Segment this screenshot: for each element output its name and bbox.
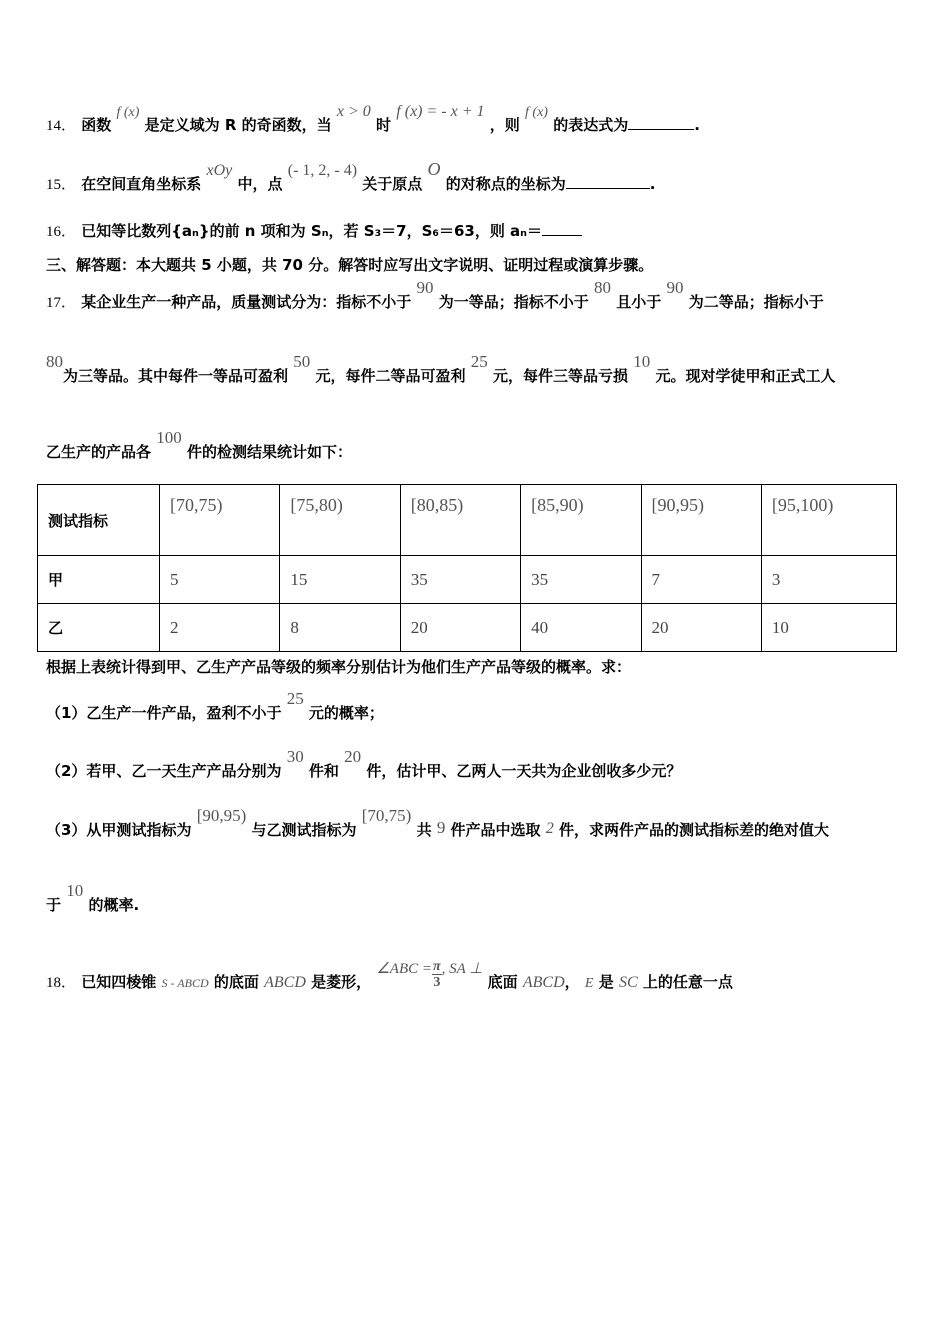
section-3-heading: 三、解答题：本大题共 5 小题，共 70 分。解答时应写出文字说明、证明过程或演算步骤。 (46, 256, 654, 274)
table-interval: [95,100) (761, 485, 896, 556)
table-row (38, 556, 897, 604)
question-17-line-3: 乙生产的产品各 100 件的检测结果统计如下： (46, 428, 352, 461)
q18-pi-over-3: $\frac{\pi}{3}$ (433, 959, 441, 990)
part-3-line-1: （3）从甲测试指标为 [90,95) 与乙测试指标为 [70,75) 共 9 件产品中选取 2 件，求两件产品的测试指标差的绝对值大 (46, 806, 830, 839)
q18-angle: ∠ABC = (376, 961, 433, 977)
table-header-label: 测试指标 (38, 485, 160, 556)
table-header-row (38, 485, 897, 556)
table-cell: 15 (280, 556, 400, 604)
table-cell: 35 (400, 556, 520, 604)
table-row (38, 604, 897, 652)
question-17-line-1: 17． 某企业生产一种产品，质量测试分为：指标不小于 90 为一等品；指标不小于 80 且小于 90 为二等品；指标小于 (46, 278, 824, 311)
question-15: 15． 在空间直角坐标系 xOy 中，点 (- 1, 2, - 4) 关于原点 O 的对称点的坐标为 . (46, 159, 656, 193)
data-table (37, 484, 897, 652)
q14-number: 14． (46, 118, 77, 134)
table-cell: 10 (761, 604, 896, 652)
table-cell: 40 (521, 604, 641, 652)
q15-coordinate-system: xOy (206, 162, 233, 179)
table-cell: 35 (521, 556, 641, 604)
table-interval: [90,95) (641, 485, 761, 556)
q14-fx: f (x) (116, 105, 140, 120)
q16-number: 16． (46, 224, 77, 240)
q14-expression: f (x) = - x + 1 (396, 103, 485, 120)
q16-answer-blank[interactable] (542, 221, 582, 236)
q15-point: (- 1, 2, - 4) (287, 162, 358, 179)
part-3-line-2: 于 10 的概率. (46, 881, 140, 914)
q15-origin: O (427, 159, 441, 179)
table-cell: 2 (160, 604, 280, 652)
table-interval: [85,90) (521, 485, 641, 556)
q18-number: 18． (46, 975, 77, 991)
table-cell: 8 (280, 604, 400, 652)
table-interval: [75,80) (280, 485, 400, 556)
q14-answer-blank[interactable] (628, 115, 694, 130)
q18-pyramid: S - ABCD (161, 976, 209, 990)
table-cell: 3 (761, 556, 896, 604)
q15-answer-blank[interactable] (566, 174, 650, 189)
row-label: 乙 (38, 604, 160, 652)
question-14: 14． 函数 f (x) 是定义域为 R 的奇函数，当 x > 0 时 f (x) = - x + 1 ，则 f (x) 的表达式为 . (46, 103, 700, 134)
part-2: （2）若甲、乙一天生产产品分别为 30 件和 20 件，估计甲、乙两人一天共为企业创收多少元？ (46, 747, 682, 780)
q15-number: 15． (46, 177, 77, 193)
table-cell: 20 (641, 604, 761, 652)
after-table-text: 根据上表统计得到甲、乙生产产品等级的频率分别估计为他们生产产品等级的概率。求： (46, 658, 632, 676)
question-18: 18． 已知四棱锥 S - ABCD 的底面 ABCD 是菱形， ∠ABC = $\frac{\pi}{3}$ , SA ⊥ 底面 ABCD， E 是 SC 上的任意一点 (46, 959, 733, 991)
table-cell: 7 (641, 556, 761, 604)
row-label: 甲 (38, 556, 160, 604)
q17-number: 17． (46, 295, 77, 311)
table-interval: [70,75) (160, 485, 280, 556)
table-cell: 20 (400, 604, 520, 652)
q14-condition: x > 0 (336, 103, 371, 120)
question-17-line-2: 80为三等品。其中每件一等品可盈利 50 元，每件二等品可盈利 25 元，每件三等品亏损 10 元。现对学徒甲和正式工人 (46, 352, 836, 385)
part-1: （1）乙生产一件产品，盈利不小于 25 元的概率； (46, 689, 384, 722)
table-interval: [80,85) (400, 485, 520, 556)
q14-fx2: f (x) (525, 105, 548, 120)
table-cell: 5 (160, 556, 280, 604)
question-16: 16． 已知等比数列{aₙ}的前 n 项和为 Sₙ，若 S₃＝7，S₆＝63，则 aₙ＝ (46, 221, 582, 242)
